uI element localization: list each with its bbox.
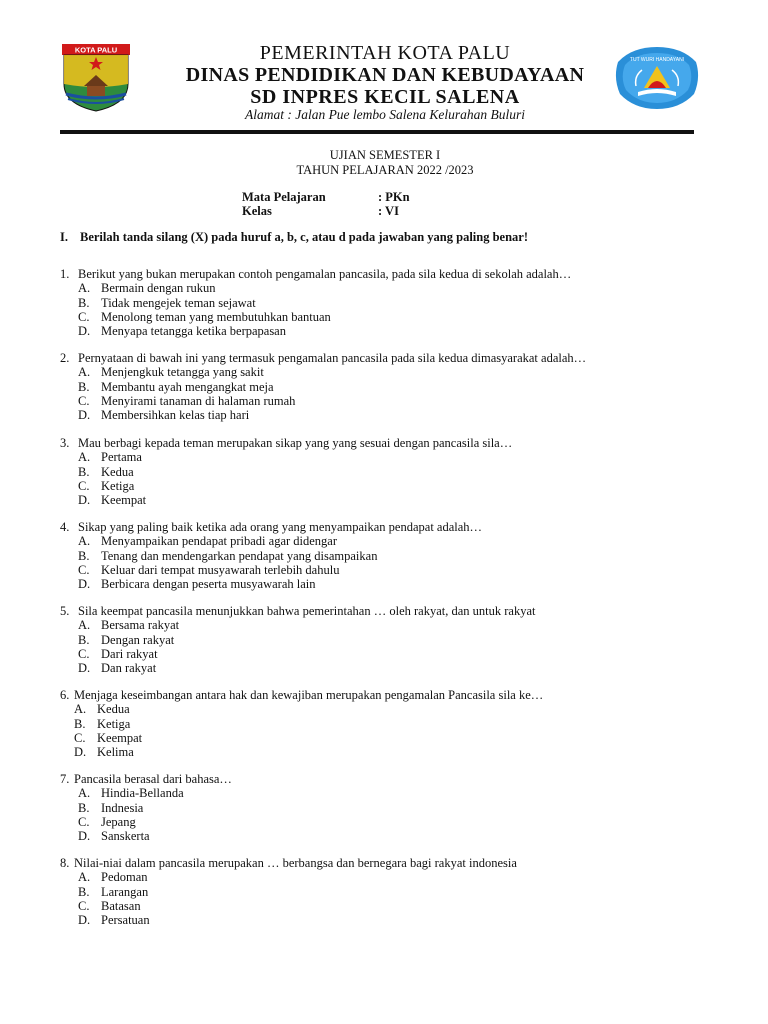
option-text: Menolong teman yang membutuhkan bantuan: [101, 309, 331, 324]
answer-option[interactable]: [78, 633, 535, 647]
option-text: Keempat: [101, 493, 147, 508]
answer-option[interactable]: [74, 702, 543, 716]
answer-option[interactable]: [78, 829, 232, 843]
answer-option[interactable]: [74, 745, 543, 759]
question-number: 4.: [60, 520, 70, 534]
option-text: Persatuan: [101, 913, 150, 928]
answer-option[interactable]: [78, 394, 586, 408]
answer-option[interactable]: [74, 717, 543, 731]
question-2: [60, 351, 586, 422]
option-letter: B.: [78, 379, 90, 394]
option-letter: A.: [78, 365, 91, 380]
option-letter: D.: [78, 493, 91, 508]
question-8: [60, 856, 517, 927]
option-letter: C.: [78, 478, 90, 493]
option-text: Jepang: [101, 814, 136, 829]
option-letter: D.: [78, 661, 91, 676]
option-text: Dari rakyat: [101, 646, 158, 661]
answer-option[interactable]: [78, 549, 482, 563]
class-row: [242, 204, 399, 219]
question-text: Pernyataan di bawah ini yang termasuk pengamalan pancasila pada sila kedua dimasyarakat adalah…: [78, 351, 587, 365]
option-letter: C.: [78, 309, 90, 324]
question-text: Sila keempat pancasila menunjukkan bahwa pemerintahan … oleh rakyat, dan untuk rakyat: [78, 604, 536, 618]
question-number: 3.: [60, 436, 70, 450]
option-letter: B.: [78, 295, 90, 310]
option-text: Membersihkan kelas tiap hari: [101, 408, 250, 423]
answer-option[interactable]: [78, 647, 535, 661]
option-letter: C.: [78, 562, 90, 577]
question-1: [60, 267, 571, 338]
option-letter: C.: [74, 730, 86, 745]
question-number: 1.: [60, 267, 70, 281]
header-divider: [60, 130, 694, 134]
option-letter: D.: [78, 913, 91, 928]
tut-wuri-handayani-logo: [612, 46, 702, 110]
answer-option[interactable]: [78, 450, 512, 464]
option-text: Tenang dan mendengarkan pendapat yang disampaikan: [101, 548, 378, 563]
option-letter: C.: [78, 393, 90, 408]
question-stem: [60, 436, 512, 450]
option-letter: B.: [78, 800, 90, 815]
option-letter: B.: [78, 464, 90, 479]
answer-option[interactable]: [78, 815, 232, 829]
option-text: Dan rakyat: [101, 661, 157, 676]
option-letter: B.: [74, 716, 86, 731]
question-stem: [60, 267, 571, 281]
subject-row: [242, 190, 410, 205]
subject-label: Mata Pelajaran: [242, 190, 326, 204]
option-text: Ketiga: [101, 478, 135, 493]
instruction-number: I.: [60, 230, 68, 244]
option-letter: A.: [74, 702, 87, 717]
header-government: PEMERINTAH KOTA PALU: [259, 42, 511, 64]
answer-option[interactable]: [78, 380, 586, 394]
answer-option[interactable]: [78, 310, 571, 324]
option-text: Kedua: [101, 464, 134, 479]
question-6: [60, 688, 543, 759]
question-stem: [60, 772, 232, 786]
option-text: Menyapa tetangga ketika berpapasan: [101, 324, 286, 339]
question-3: [60, 436, 512, 507]
question-text: Menjaga keseimbangan antara hak dan kewajiban merupakan pengamalan Pancasila sila ke…: [74, 688, 544, 702]
option-text: Berbicara dengan peserta musyawarah lain: [101, 577, 316, 592]
instruction-text: Berilah tanda silang (X) pada huruf a, b, c, atau d pada jawaban yang paling benar!: [80, 230, 529, 244]
option-text: Menyirami tanaman di halaman rumah: [101, 393, 296, 408]
question-stem: [60, 856, 517, 870]
question-number: 8.: [60, 856, 70, 870]
question-number: 5.: [60, 604, 70, 618]
header-school: SD INPRES KECIL SALENA: [250, 86, 520, 108]
option-letter: C.: [78, 898, 90, 913]
option-letter: A.: [78, 786, 91, 801]
option-letter: B.: [78, 632, 90, 647]
instruction: [60, 230, 528, 245]
option-letter: C.: [78, 646, 90, 661]
question-text: Pancasila berasal dari bahasa…: [74, 772, 232, 786]
option-text: Tidak mengejek teman sejawat: [101, 295, 256, 310]
question-stem: [60, 688, 543, 702]
option-text: Menjengkuk tetangga yang sakit: [101, 365, 264, 380]
option-text: Bersama rakyat: [101, 618, 180, 633]
answer-option[interactable]: [78, 885, 517, 899]
answer-option[interactable]: [78, 493, 512, 507]
answer-option[interactable]: [78, 324, 571, 338]
answer-option[interactable]: [78, 870, 517, 884]
option-text: Hindia-Bellanda: [101, 786, 184, 801]
option-letter: A.: [78, 534, 91, 549]
option-letter: D.: [78, 408, 91, 423]
answer-option[interactable]: [78, 661, 535, 675]
question-number: 7.: [60, 772, 70, 786]
option-text: Ketiga: [97, 716, 131, 731]
answer-option[interactable]: [78, 479, 512, 493]
question-number: 2.: [60, 351, 70, 365]
answer-option[interactable]: [78, 365, 586, 379]
answer-option[interactable]: [74, 731, 543, 745]
option-letter: D.: [78, 829, 91, 844]
answer-option[interactable]: [78, 786, 232, 800]
question-text: Sikap yang paling baik ketika ada orang yang menyampaikan pendapat adalah…: [78, 520, 483, 534]
subject-value: : PKn: [378, 190, 410, 204]
option-text: Bermain dengan rukun: [101, 281, 216, 296]
option-letter: A.: [78, 450, 91, 465]
option-text: Batasan: [101, 898, 141, 913]
option-letter: D.: [78, 324, 91, 339]
option-letter: A.: [78, 870, 91, 885]
class-label: Kelas: [242, 204, 272, 218]
option-letter: D.: [78, 577, 91, 592]
class-value: : VI: [378, 204, 399, 218]
option-letter: A.: [78, 618, 91, 633]
question-4: [60, 520, 482, 591]
answer-option[interactable]: [78, 408, 586, 422]
answer-option[interactable]: [78, 913, 517, 927]
exam-year: TAHUN PELAJARAN 2022 /2023: [296, 163, 474, 177]
option-letter: A.: [78, 281, 91, 296]
answer-option[interactable]: [78, 801, 232, 815]
option-letter: D.: [74, 745, 87, 760]
question-stem: [60, 604, 535, 618]
option-text: Dengan rakyat: [101, 632, 175, 647]
option-letter: B.: [78, 884, 90, 899]
option-text: Pertama: [101, 450, 142, 465]
question-7: [60, 772, 232, 843]
exam-title: UJIAN SEMESTER I: [329, 148, 441, 162]
answer-option[interactable]: [78, 899, 517, 913]
option-text: Membantu ayah mengangkat meja: [101, 379, 274, 394]
question-text: Nilai-niai dalam pancasila merupakan … berbangsa dan bernegara bagi rakyat indonesia: [74, 856, 517, 870]
option-text: Sanskerta: [101, 829, 150, 844]
option-text: Indnesia: [101, 800, 144, 815]
answer-option[interactable]: [78, 465, 512, 479]
question-stem: [60, 351, 586, 365]
tut-wuri-handayani-caption: TUT WURI HANDAYANI: [629, 57, 685, 63]
question-text: Berikut yang bukan merupakan contoh pengamalan pancasila, pada sila kedua di sekolah adalah…: [78, 267, 572, 281]
option-text: Kelima: [97, 745, 134, 760]
question-5: [60, 604, 535, 675]
option-text: Keluar dari tempat musyawarah terlebih dahulu: [101, 562, 340, 577]
header-department: DINAS PENDIDIKAN DAN KEBUDAYAAN: [185, 64, 585, 86]
question-text: Mau berbagi kepada teman merupakan sikap yang yang sesuai dengan pancasila sila…: [78, 436, 513, 450]
answer-option[interactable]: [78, 577, 482, 591]
question-stem: [60, 520, 482, 534]
question-number: 6.: [60, 688, 70, 702]
answer-option[interactable]: [78, 534, 482, 548]
answer-option[interactable]: [78, 296, 571, 310]
kota-palu-logo: [60, 44, 132, 112]
header-address: Alamat : Jalan Pue lembo Salena Kelurahan Buluri: [244, 107, 526, 122]
kota-palu-logo-caption: KOTA PALU: [74, 45, 118, 55]
option-text: Larangan: [101, 884, 149, 899]
option-letter: B.: [78, 548, 90, 563]
answer-option[interactable]: [78, 618, 535, 632]
option-text: Menyampaikan pendapat pribadi agar didengar: [101, 534, 338, 549]
option-text: Pedoman: [101, 870, 148, 885]
option-text: Kedua: [97, 702, 130, 717]
option-text: Keempat: [97, 730, 143, 745]
option-letter: C.: [78, 814, 90, 829]
answer-option[interactable]: [78, 563, 482, 577]
answer-option[interactable]: [78, 281, 571, 295]
